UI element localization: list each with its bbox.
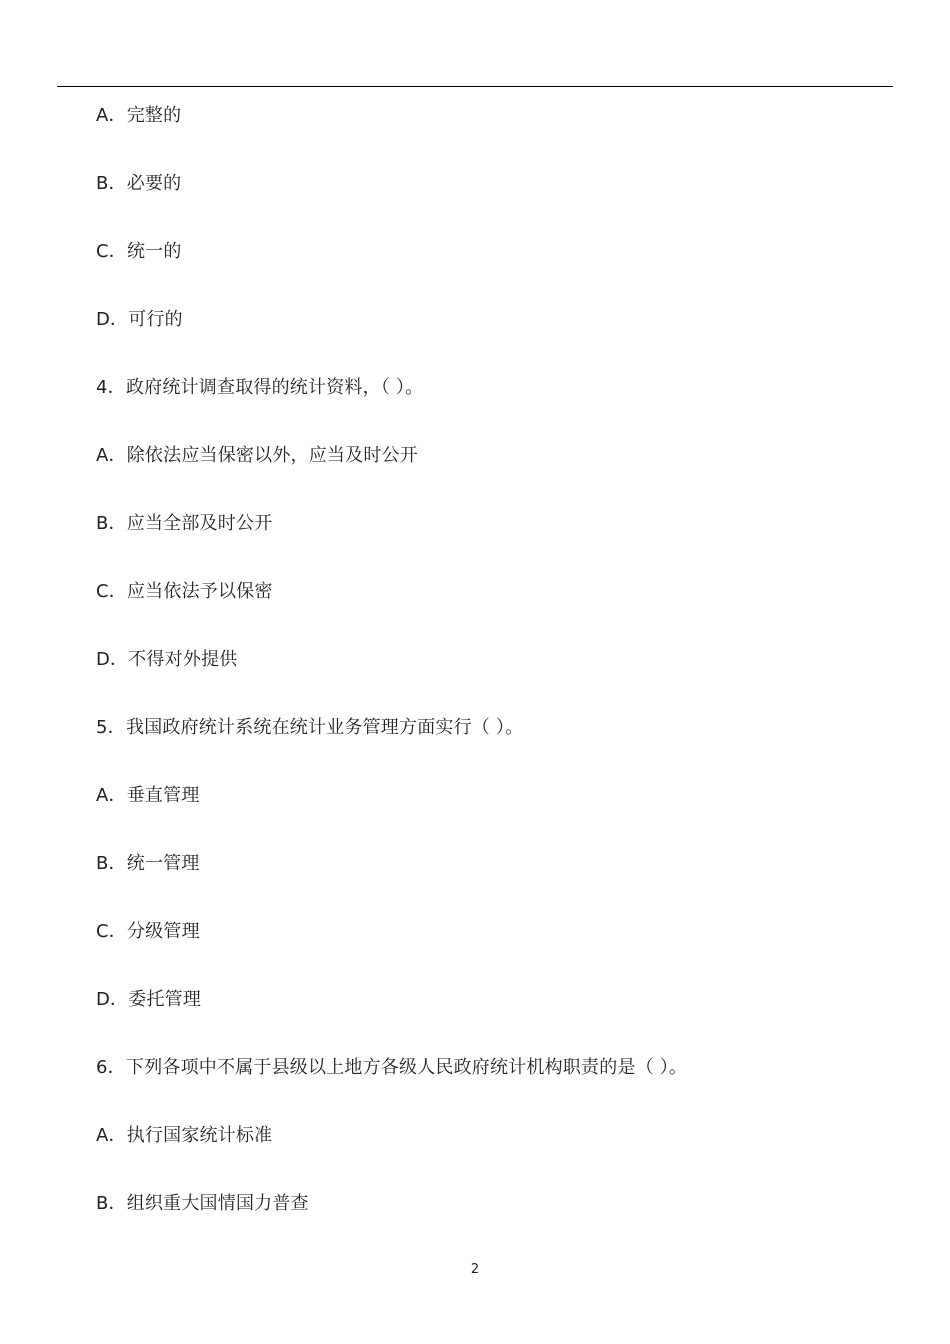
option-label: B．	[96, 853, 127, 874]
option-a	[96, 100, 896, 168]
option-b	[96, 848, 896, 916]
option-label: A．	[96, 445, 127, 466]
option-text: 应当依法予以保密	[126, 581, 273, 602]
document-body	[96, 100, 896, 1256]
option-label: D．	[96, 989, 129, 1010]
option-d	[96, 984, 896, 1052]
option-text: 完整的	[126, 105, 182, 126]
option-b	[96, 1188, 896, 1256]
option-b	[96, 168, 896, 236]
option-label: A．	[96, 1125, 127, 1146]
option-text: 统一管理	[126, 853, 200, 874]
option-a	[96, 780, 896, 848]
option-text: 除依法应当保密以外，应当及时公开	[126, 445, 418, 466]
question-number: 5．	[96, 717, 126, 738]
question-5	[96, 712, 896, 780]
option-b	[96, 508, 896, 576]
option-text: 垂直管理	[126, 785, 200, 806]
option-c	[96, 916, 896, 984]
option-label: A．	[96, 785, 127, 806]
option-label: C．	[96, 921, 127, 942]
option-label: D．	[96, 309, 129, 330]
option-label: B．	[96, 513, 127, 534]
question-text: 政府统计调查取得的统计资料，（ ）。	[126, 377, 424, 398]
question-number: 4．	[96, 377, 126, 398]
option-text: 执行国家统计标准	[126, 1125, 273, 1146]
option-label: D．	[96, 649, 129, 670]
option-label: A．	[96, 105, 127, 126]
option-text: 委托管理	[128, 989, 202, 1010]
question-number: 6．	[96, 1057, 126, 1078]
option-label: C．	[96, 581, 127, 602]
option-text: 统一的	[126, 241, 182, 262]
option-text: 组织重大国情国力普查	[126, 1193, 309, 1214]
option-c	[96, 576, 896, 644]
question-6	[96, 1052, 896, 1120]
option-text: 分级管理	[126, 921, 200, 942]
option-a	[96, 1120, 896, 1188]
question-text: 我国政府统计系统在统计业务管理方面实行（ ）。	[126, 717, 524, 738]
question-4	[96, 372, 896, 440]
option-text: 可行的	[128, 309, 183, 330]
option-text: 应当全部及时公开	[126, 513, 273, 534]
page-number: 2	[470, 1262, 480, 1277]
question-text: 下列各项中不属于县级以上地方各级人民政府统计机构职责的是（ ）。	[126, 1057, 688, 1078]
option-a	[96, 440, 896, 508]
option-c	[96, 236, 896, 304]
option-label: C．	[96, 241, 127, 262]
option-d	[96, 644, 896, 712]
header-rule	[57, 86, 893, 87]
option-text: 必要的	[126, 173, 182, 194]
option-label: B．	[96, 1193, 127, 1214]
option-label: B．	[96, 173, 127, 194]
option-text: 不得对外提供	[128, 649, 238, 670]
option-d	[96, 304, 896, 372]
